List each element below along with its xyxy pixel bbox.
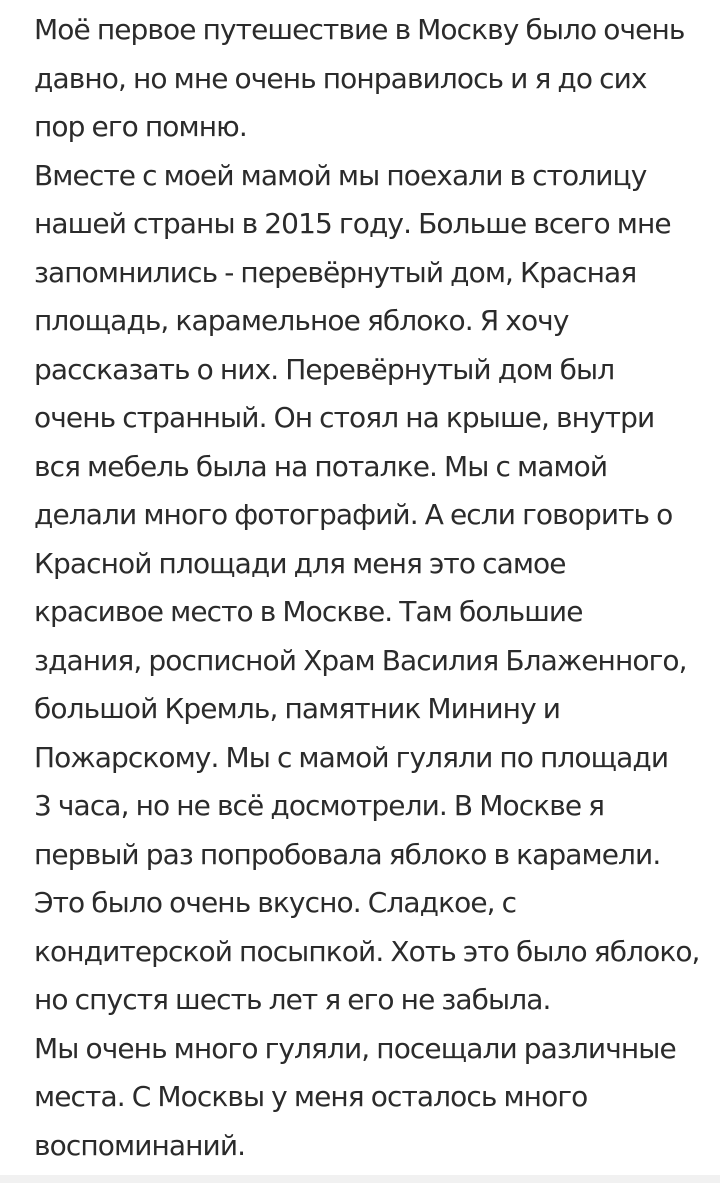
story-text [34, 6, 714, 1170]
text-line: Моё первое путешествие в Москву было очень [34, 13, 685, 46]
text-line: но спустя шесть лет я его не забыла. [34, 983, 551, 1016]
text-line: пор его помню. [34, 110, 247, 143]
text-line: красивое место в Москве. Там большие [34, 595, 583, 628]
text-line: Это было очень вкусно. Сладкое, с [34, 886, 517, 919]
text-line: Пожарскому. Мы с мамой гуляли по площади [34, 740, 669, 774]
text-line: кондитерской посыпкой. Хоть это было яблоко, [34, 934, 700, 968]
text-line: очень странный. Он стоял на крыше, внутри [34, 401, 655, 434]
text-line: давно, но мне очень понравилось и я до сих [34, 61, 647, 95]
text-line: площадь, карамельное яблоко. Я хочу [34, 304, 569, 337]
text-line: Красной площади для меня это самое [34, 546, 566, 580]
text-line: вся мебель была на поталке. Мы с мамой [34, 449, 608, 483]
text-line: первый раз попробовала яблоко в карамели. [34, 837, 661, 871]
text-line: запомнились - перевёрнутый дом, Красная [34, 255, 637, 289]
text-line: 3 часа, но не всё досмотрели. В Москве я [34, 789, 605, 822]
text-line: большой Кремль, памятник Минину и [34, 692, 561, 725]
text-line: здания, росписной Храм Василия Блаженного, [34, 643, 687, 677]
text-line: делали много фотографий. А если говорить о [34, 498, 673, 531]
text-line: рассказать о них. Перевёрнутый дом был [34, 352, 615, 386]
text-line: нашей страны в 2015 году. Больше всего мне [34, 207, 671, 240]
text-line: Вместе с моей мамой мы поехали в столицу [34, 158, 647, 192]
page-bottom-edge [0, 1175, 720, 1183]
text-line: Мы очень много гуляли, посещали различные [34, 1031, 676, 1065]
text-line: воспоминаний. [34, 1128, 246, 1162]
text-line: места. С Москвы у меня осталось много [34, 1080, 588, 1113]
